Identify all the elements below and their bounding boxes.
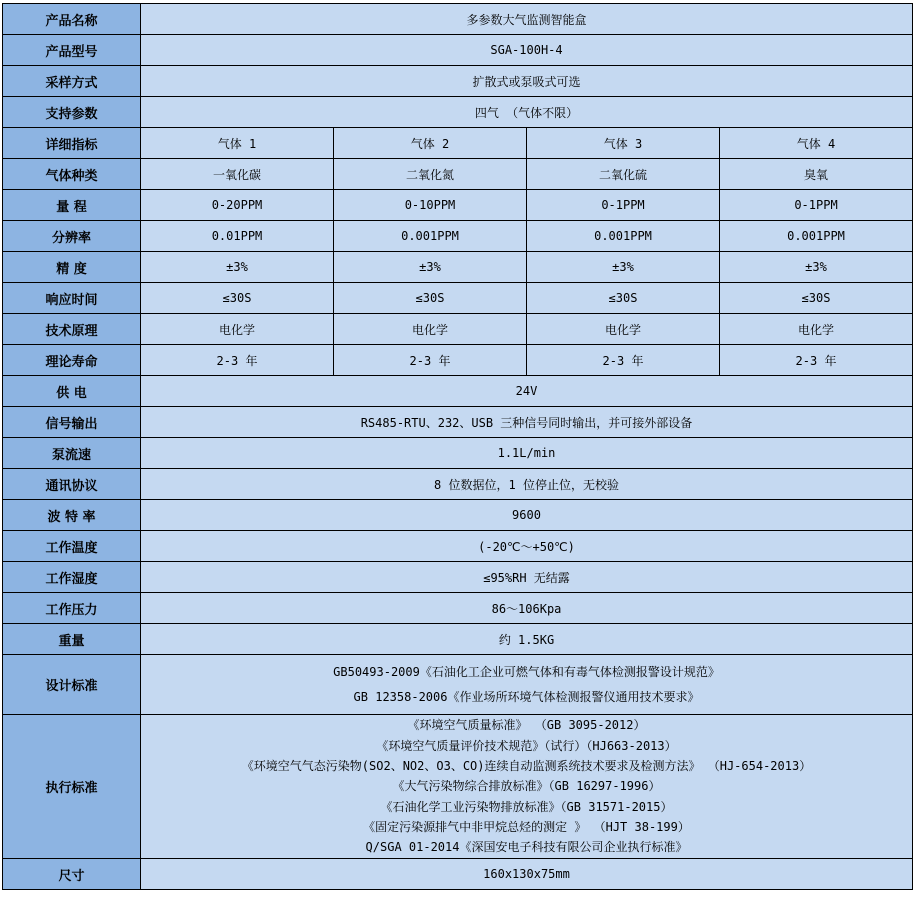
value-range-4: 0-1PPM (720, 190, 913, 221)
value-weight: 约 1.5KG (141, 624, 913, 655)
row-tech-principle (3, 314, 913, 345)
value-tech-principle-1: 电化学 (141, 314, 334, 345)
value-accuracy-2: ±3% (334, 252, 527, 283)
row-response-time (3, 283, 913, 314)
value-resolution-3: 0.001PPM (527, 221, 720, 252)
row-protocol (3, 469, 913, 500)
value-dimensions: 160x130x75mm (141, 859, 913, 890)
value-response-time-3: ≤30S (527, 283, 720, 314)
value-work-pressure: 86～106Kpa (141, 593, 913, 624)
exec-standard-line-1: 《环境空气质量标准》 （GB 3095-2012） (407, 718, 646, 733)
value-response-time-4: ≤30S (720, 283, 913, 314)
value-range-2: 0-10PPM (334, 190, 527, 221)
label-weight: 重量 (3, 624, 141, 655)
label-tech-principle: 技术原理 (3, 314, 141, 345)
label-pump-flow: 泵流速 (3, 438, 141, 469)
label-response-time: 响应时间 (3, 283, 141, 314)
label-range: 量 程 (3, 190, 141, 221)
exec-standard-line-2: 《环境空气质量评价技术规范》（试行）（HJ663-2013） (376, 738, 677, 753)
value-work-humidity: ≤95%RH 无结露 (141, 562, 913, 593)
value-resolution-2: 0.001PPM (334, 221, 527, 252)
row-gas-type (3, 159, 913, 190)
row-signal-output (3, 407, 913, 438)
label-gas-type: 气体种类 (3, 159, 141, 190)
value-accuracy-4: ±3% (720, 252, 913, 283)
row-weight (3, 624, 913, 655)
value-response-time-2: ≤30S (334, 283, 527, 314)
value-detail-gas4: 气体 4 (720, 128, 913, 159)
value-resolution-4: 0.001PPM (720, 221, 913, 252)
exec-standard-line-6: 《固定污染源排气中非甲烷总烃的测定 》 （HJT 38-199） (363, 819, 690, 834)
value-gas-type-2: 二氧化氮 (334, 159, 527, 190)
row-product-name (3, 4, 913, 35)
label-protocol: 通讯协议 (3, 469, 141, 500)
value-exec-standard (141, 715, 913, 859)
label-work-humidity: 工作湿度 (3, 562, 141, 593)
value-detail-gas3: 气体 3 (527, 128, 720, 159)
row-power (3, 376, 913, 407)
value-lifespan-3: 2-3 年 (527, 345, 720, 376)
exec-standard-line-3: 《环境空气气态污染物(SO2、NO2、O3、CO)连续自动监测系统技术要求及检测方法》 （HJ-654-2013） (241, 759, 812, 774)
row-accuracy (3, 252, 913, 283)
value-work-temp: (-20℃～+50℃) (141, 531, 913, 562)
label-accuracy: 精 度 (3, 252, 141, 283)
label-product-model: 产品型号 (3, 35, 141, 66)
row-work-temp (3, 531, 913, 562)
value-pump-flow: 1.1L/min (141, 438, 913, 469)
value-detail-gas2: 气体 2 (334, 128, 527, 159)
label-design-standard: 设计标准 (3, 655, 141, 715)
value-lifespan-2: 2-3 年 (334, 345, 527, 376)
row-product-model (3, 35, 913, 66)
row-pump-flow (3, 438, 913, 469)
design-standard-line-2: GB 12358-2006《作业场所环境气体检测报警仪通用技术要求》 (353, 689, 700, 704)
row-resolution (3, 221, 913, 252)
value-signal-output: RS485-RTU、232、USB 三种信号同时输出，并可接外部设备 (141, 407, 913, 438)
row-baud-rate (3, 500, 913, 531)
row-range (3, 190, 913, 221)
value-detail-gas1: 气体 1 (141, 128, 334, 159)
value-tech-principle-4: 电化学 (720, 314, 913, 345)
row-detail-indicators (3, 128, 913, 159)
row-work-pressure (3, 593, 913, 624)
label-supported-params: 支持参数 (3, 97, 141, 128)
label-resolution: 分辨率 (3, 221, 141, 252)
value-lifespan-4: 2-3 年 (720, 345, 913, 376)
value-supported-params: 四气 （气体不限） (141, 97, 913, 128)
label-detail-indicators: 详细指标 (3, 128, 141, 159)
value-gas-type-4: 臭氧 (720, 159, 913, 190)
value-product-model: SGA-100H-4 (141, 35, 913, 66)
row-lifespan (3, 345, 913, 376)
label-exec-standard: 执行标准 (3, 715, 141, 859)
value-design-standard (141, 655, 913, 715)
value-power: 24V (141, 376, 913, 407)
row-sampling-method (3, 66, 913, 97)
value-tech-principle-2: 电化学 (334, 314, 527, 345)
value-accuracy-3: ±3% (527, 252, 720, 283)
label-work-temp: 工作温度 (3, 531, 141, 562)
exec-standard-line-5: 《石油化学工业污染物排放标准》（GB 31571-2015） (380, 799, 673, 814)
label-power: 供 电 (3, 376, 141, 407)
value-protocol: 8 位数据位，1 位停止位，无校验 (141, 469, 913, 500)
row-exec-standard (3, 715, 913, 859)
label-baud-rate: 波 特 率 (3, 500, 141, 531)
value-baud-rate: 9600 (141, 500, 913, 531)
label-dimensions: 尺寸 (3, 859, 141, 890)
row-design-standard (3, 655, 913, 715)
product-spec-table (2, 3, 913, 890)
label-signal-output: 信号输出 (3, 407, 141, 438)
value-product-name: 多参数大气监测智能盒 (141, 4, 913, 35)
design-standard-line-1: GB50493-2009《石油化工企业可燃气体和有毒气体检测报警设计规范》 (333, 664, 720, 679)
row-supported-params (3, 97, 913, 128)
value-tech-principle-3: 电化学 (527, 314, 720, 345)
exec-standard-line-7: Q/SGA 01-2014《深国安电子科技有限公司企业执行标准》 (365, 840, 688, 855)
value-resolution-1: 0.01PPM (141, 221, 334, 252)
exec-standard-line-4: 《大气污染物综合排放标准》（GB 16297-1996） (392, 779, 661, 794)
value-sampling-method: 扩散式或泵吸式可选 (141, 66, 913, 97)
value-gas-type-1: 一氧化碳 (141, 159, 334, 190)
label-product-name: 产品名称 (3, 4, 141, 35)
label-lifespan: 理论寿命 (3, 345, 141, 376)
value-accuracy-1: ±3% (141, 252, 334, 283)
row-dimensions (3, 859, 913, 890)
value-gas-type-3: 二氧化硫 (527, 159, 720, 190)
value-response-time-1: ≤30S (141, 283, 334, 314)
value-lifespan-1: 2-3 年 (141, 345, 334, 376)
value-range-3: 0-1PPM (527, 190, 720, 221)
label-sampling-method: 采样方式 (3, 66, 141, 97)
value-range-1: 0-20PPM (141, 190, 334, 221)
label-work-pressure: 工作压力 (3, 593, 141, 624)
row-work-humidity (3, 562, 913, 593)
